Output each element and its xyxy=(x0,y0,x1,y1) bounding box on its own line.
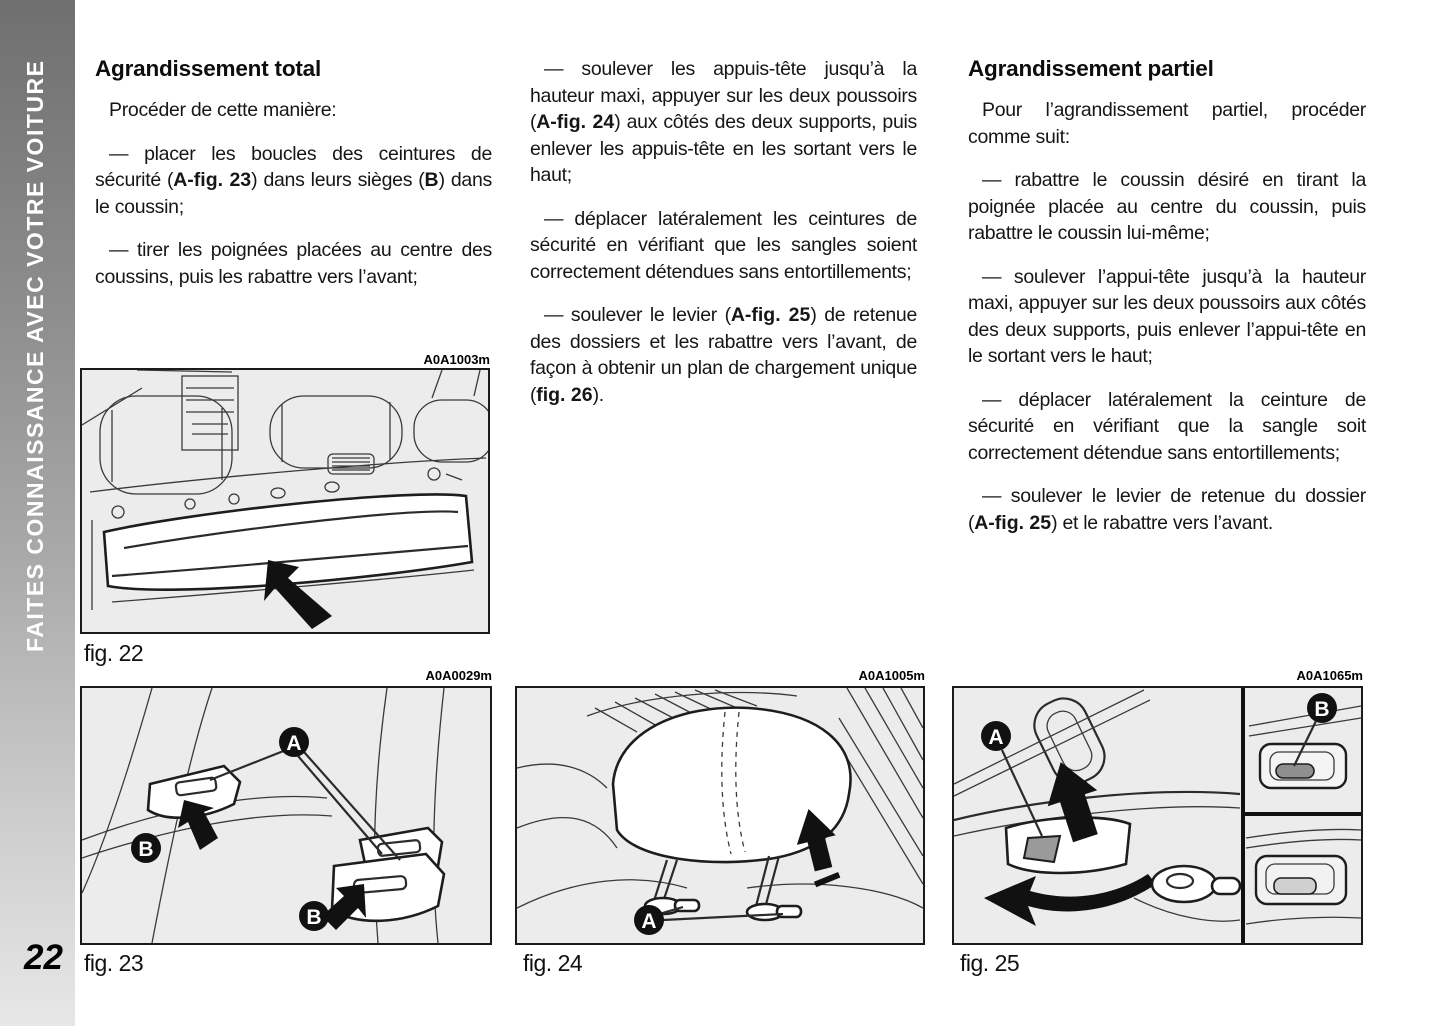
figure-24 xyxy=(515,686,925,945)
figure-25-illustration-backrest-lever xyxy=(954,688,1361,943)
section-heading-total: Agrandissement total xyxy=(95,56,322,81)
figure-22-illustration-parcel-shelf xyxy=(82,370,488,632)
marker-a-label: A xyxy=(988,726,1004,749)
curved-left-arrow-icon xyxy=(984,874,1156,926)
paragraph: — placer les boucles des ceintures de sécurité (A-fig. 23) dans leurs sièges (B) dans le coussin; xyxy=(95,142,492,218)
figure-25-code: A0A1065m xyxy=(1296,668,1363,683)
chapter-title-vertical: FAITES CONNAISSANCE AVEC VOTRE VOITURE xyxy=(22,59,48,652)
paragraph: — soulever le levier (A-fig. 25) de retenue des dossiers et les rabattre vers l’avant, de façon à obtenir un plan de chargement unique (fig. 26). xyxy=(530,304,917,406)
figure-22 xyxy=(80,368,490,634)
figure-25 xyxy=(952,686,1363,945)
marker-b-label: B xyxy=(1314,698,1330,721)
figure-22-code: A0A1003m xyxy=(423,352,490,367)
up-right-arrow-icon xyxy=(322,884,366,930)
paragraph: — soulever l’appui-tête jusqu’à la hauteur maxi, appuyer sur les deux poussoirs aux côtés des deux supports, puis enlever l’appui-tête en le sortant vers le haut; xyxy=(968,265,1366,367)
figure-23-code: A0A0029m xyxy=(425,668,492,683)
section-heading-partiel: Agrandissement partiel xyxy=(968,56,1214,81)
figure-23-illustration-seatbelt-buckles xyxy=(82,688,490,943)
paragraph: Procéder de cette manière: xyxy=(109,99,337,121)
paragraph: — tirer les poignées placées au centre des coussins, puis les rabattre vers l’avant; xyxy=(95,239,492,288)
paragraph: — soulever les appuis-tête jusqu’à la hauteur maxi, appuyer sur les deux poussoirs (A-fig. 24) aux côtés des deux supports, puis enlever les appuis-tête en les sortant vers le haut; xyxy=(530,58,917,186)
paragraph: — rabattre le coussin désiré en tirant la poignée placée au centre du coussin, puis rabattre le coussin lui-même; xyxy=(968,169,1366,244)
marker-a-label: A xyxy=(286,732,302,755)
column-agrandissement-partiel xyxy=(968,56,1366,553)
figure-24-caption: fig. 24 xyxy=(523,950,583,976)
marker-a-label: A xyxy=(641,910,657,933)
paragraph: — déplacer latéralement la ceinture de sécurité en vérifiant que la sangle soit correctement détendue sans entortillements; xyxy=(968,388,1366,464)
marker-b2-label: B xyxy=(306,906,322,929)
up-right-arrow-icon xyxy=(178,800,218,850)
figure-22-caption: fig. 22 xyxy=(84,640,144,666)
figure-23-caption: fig. 23 xyxy=(84,950,144,976)
figure-25-caption: fig. 25 xyxy=(960,950,1020,976)
column-agrandissement-total xyxy=(95,56,492,307)
paragraph: Pour l’agrandissement partiel, procéder comme suit: xyxy=(968,99,1366,148)
paragraph: — déplacer latéralement les ceintures de sécurité en vérifiant que les sangles soient correctement détendues sans entortillements; xyxy=(530,207,917,283)
paragraph: — soulever le levier de retenue du dossier (A-fig. 25) et le rabattre vers l’avant. xyxy=(968,485,1366,534)
column-continuation xyxy=(530,56,917,425)
figure-24-code: A0A1005m xyxy=(858,668,925,683)
figure-24-illustration-headrest xyxy=(517,688,923,943)
page-number: 22 xyxy=(24,938,63,977)
marker-b1-label: B xyxy=(138,838,154,861)
figure-23 xyxy=(80,686,492,945)
